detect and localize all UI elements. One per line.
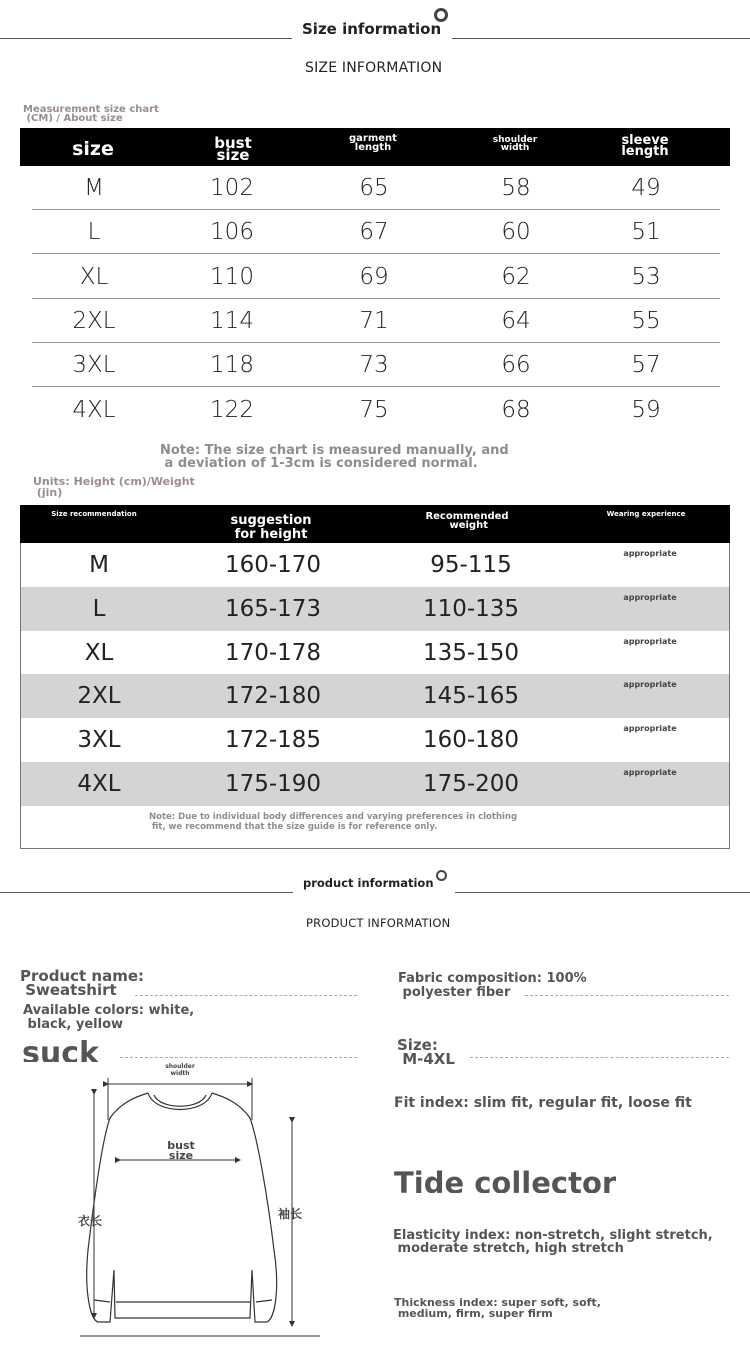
row-garment-length-cell: 75 xyxy=(359,396,389,423)
size-chart-row xyxy=(32,166,720,210)
diagram-bust-label: bust size xyxy=(167,1139,195,1162)
header-wearing-experience: Wearing experience xyxy=(606,510,686,518)
row-bust-cell: 118 xyxy=(210,352,254,379)
row-shoulder-width-cell: 60 xyxy=(501,219,531,246)
size-range: Size: M-4XL xyxy=(397,1036,455,1068)
size-chart-header xyxy=(20,128,730,166)
header-garment-length: garment length xyxy=(349,133,397,153)
fabric-composition: Fabric composition: 100% polyester fiber xyxy=(398,971,587,1000)
diagram-sleeve-label: 袖长 xyxy=(278,1207,303,1221)
elasticity-index: Elasticity index: non-stretch, slight stretch, moderate stretch, high stretch xyxy=(393,1228,713,1256)
rec-size-cell: XL xyxy=(84,639,114,666)
product-divider-right xyxy=(455,892,750,893)
wearing-experience-cell: appropriate xyxy=(623,724,677,734)
recommendation-note: Note: Due to individual body differences and varying preferences in clothing fit, we recommend that the size guide is for reference only. xyxy=(149,812,518,832)
recommendation-caption: Units: Height (cm)/Weight (jin) xyxy=(33,475,195,499)
row-bust-cell: 114 xyxy=(210,307,254,334)
rec-height-cell: 175-190 xyxy=(224,771,322,797)
product-divider-left xyxy=(0,892,293,893)
wearing-experience-cell: appropriate xyxy=(623,680,677,690)
row-bust-cell: 102 xyxy=(210,175,254,201)
row-size-cell: 2XL xyxy=(72,307,116,334)
thickness-index: Thickness index: super soft, soft, medium, firm, super firm xyxy=(394,1296,601,1320)
size-chart-row xyxy=(32,388,720,432)
product-info-subtitle: PRODUCT INFORMATION xyxy=(306,916,451,930)
row-bust-cell: 110 xyxy=(210,263,254,290)
row-bust-cell: 106 xyxy=(210,219,254,246)
rec-weight-cell: 160-180 xyxy=(422,727,520,754)
rec-weight-cell: 110-135 xyxy=(422,595,520,622)
row-garment-length-cell: 69 xyxy=(359,263,389,290)
rec-size-cell: 3XL xyxy=(77,727,121,754)
header-suggested-height: suggestion for height xyxy=(230,513,312,542)
size-chart-row xyxy=(32,343,720,387)
recommendation-row xyxy=(21,718,729,762)
row-shoulder-width-cell: 62 xyxy=(501,263,531,290)
row-sleeve-length-cell: 57 xyxy=(631,352,661,379)
size-chart-note: Note: The size chart is measured manually, and a deviation of 1-3cm is considered normal. xyxy=(160,443,509,471)
rec-size-cell: 4XL xyxy=(77,771,121,797)
rec-height-cell: 172-185 xyxy=(224,727,322,754)
recommendation-row xyxy=(21,674,729,718)
rec-size-cell: M xyxy=(89,552,109,578)
header-size: size xyxy=(72,138,114,160)
rec-height-cell: 172-180 xyxy=(224,683,322,710)
product-name-rule xyxy=(135,995,357,996)
rec-weight-cell: 175-200 xyxy=(422,771,520,797)
rec-height-cell: 165-173 xyxy=(224,595,322,622)
rec-height-cell: 170-178 xyxy=(224,639,322,666)
row-sleeve-length-cell: 49 xyxy=(631,175,661,201)
header-sleeve-length: sleeve length xyxy=(621,133,669,159)
rec-height-cell: 160-170 xyxy=(224,552,322,578)
product-name: Product name: Sweatshirt xyxy=(20,967,144,999)
recommendation-row xyxy=(21,543,729,587)
row-shoulder-width-cell: 64 xyxy=(501,307,531,334)
row-size-cell: L xyxy=(87,219,101,246)
size-info-subtitle: SIZE INFORMATION xyxy=(305,60,443,76)
size-chart-row xyxy=(32,299,720,343)
product-info-title: product information xyxy=(303,876,434,890)
suck-label: suck xyxy=(22,1038,99,1062)
row-shoulder-width-cell: 58 xyxy=(501,175,531,201)
diagram-shoulder-label: shoulder width xyxy=(165,1063,195,1077)
row-size-cell: 3XL xyxy=(72,352,116,379)
row-garment-length-cell: 67 xyxy=(359,219,389,246)
recommendation-row xyxy=(21,762,729,806)
rec-weight-cell: 135-150 xyxy=(422,639,520,666)
row-shoulder-width-cell: 68 xyxy=(501,396,531,423)
row-sleeve-length-cell: 53 xyxy=(631,263,661,290)
section-divider-right xyxy=(452,38,750,39)
available-colors: Available colors: white, black, yellow xyxy=(23,1003,195,1032)
row-shoulder-width-cell: 66 xyxy=(501,352,531,379)
row-size-cell: M xyxy=(84,175,104,201)
row-garment-length-cell: 65 xyxy=(359,175,389,201)
header-shoulder-width: shoulder width xyxy=(492,135,538,153)
header-bust: bust size xyxy=(214,134,252,164)
size-chart-row xyxy=(32,210,720,254)
wearing-experience-cell: appropriate xyxy=(623,768,677,777)
rec-size-cell: L xyxy=(92,595,106,622)
rec-weight-cell: 145-165 xyxy=(422,683,520,710)
wearing-experience-cell: appropriate xyxy=(623,636,677,646)
row-garment-length-cell: 71 xyxy=(359,307,389,334)
wearing-experience-cell: appropriate xyxy=(623,592,677,602)
ring-icon xyxy=(434,8,448,22)
row-garment-length-cell: 73 xyxy=(359,352,389,379)
size-chart-caption: Measurement size chart (CM) / About size xyxy=(23,104,159,124)
row-size-cell: 4XL xyxy=(72,396,116,423)
row-sleeve-length-cell: 55 xyxy=(631,307,661,334)
rec-weight-cell: 95-115 xyxy=(430,552,512,578)
fit-index: Fit index: slim fit, regular fit, loose fit xyxy=(394,1095,692,1111)
recommendation-row xyxy=(21,631,729,675)
row-sleeve-length-cell: 59 xyxy=(631,396,661,423)
fabric-rule xyxy=(525,995,729,996)
header-recommended-weight: Recommended weight xyxy=(425,511,509,531)
wearing-experience-cell: appropriate xyxy=(623,549,677,558)
row-sleeve-length-cell: 51 xyxy=(631,219,661,246)
rec-size-cell: 2XL xyxy=(77,683,121,710)
recommendation-row xyxy=(21,587,729,631)
header-size-recommendation: Size recommendation xyxy=(51,510,137,518)
diagram-length-label: 衣长 xyxy=(78,1214,103,1228)
section-divider-left xyxy=(0,38,292,39)
row-size-cell: XL xyxy=(79,263,109,290)
size-chart-row xyxy=(32,255,720,299)
row-bust-cell: 122 xyxy=(210,396,254,423)
recommendation-header xyxy=(20,505,730,543)
suck-rule xyxy=(120,1057,357,1058)
size-info-title: Size information xyxy=(302,20,442,38)
size-rule xyxy=(470,1057,729,1058)
refresh-icon xyxy=(436,870,447,881)
tide-collector: Tide collector xyxy=(394,1167,617,1193)
